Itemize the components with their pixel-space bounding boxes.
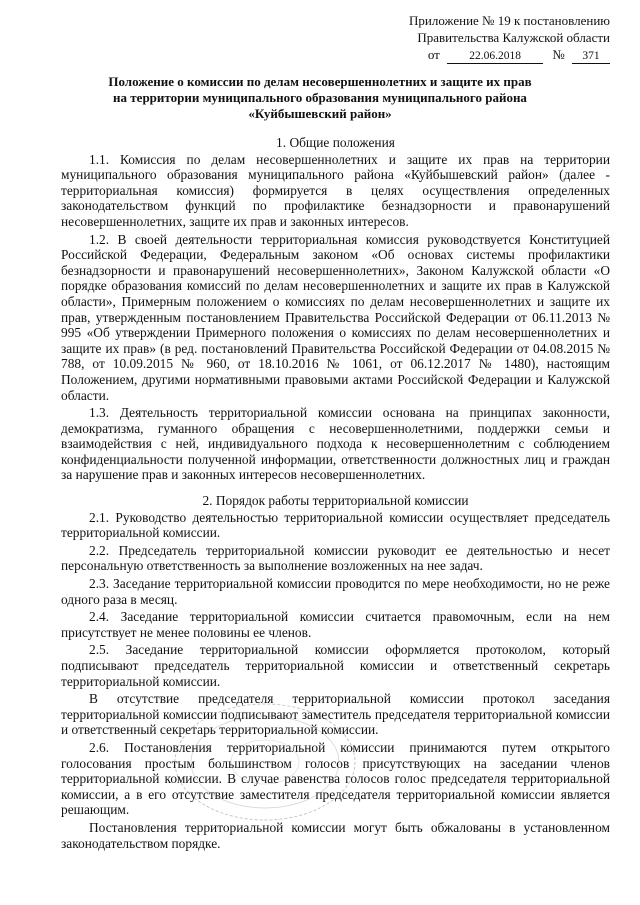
date-from-label: от [427,47,440,62]
paragraph-2-1: 2.1. Руководство деятельностью территориальной комиссии осуществляет председатель территориальной комиссии. [61,509,610,541]
paragraph-2-6-appeal: Постановления территориальной комиссии могут быть обжалованы в установленном законодательством порядке. [61,819,610,851]
title-line-1: Положение о комиссии по делам несовершеннолетних и защите их прав [108,74,532,89]
appendix-line-2: Правительства Калужской области [417,30,610,45]
paragraph-2-4: 2.4. Заседание территориальной комиссии считается правомочным, если на нем присутствует не менее половины ее членов. [61,609,610,640]
appendix-date-line [409,46,610,64]
paragraph-2-3: 2.3. Заседание территориальной комиссии проводится по мере необходимости, но не реже одного раза в месяц. [61,576,610,607]
paragraph-1-1: 1.1. Комиссия по делам несовершеннолетних и защите их прав на территории муниципального образования муниципального района «Куйбышевский район» (далее - территориальная комиссия) формируется в целях осуществления определенных законодательством функций по профилактике безнадзорности и правонарушений несовершеннолетних, защите их прав и законных интересов. [61,151,610,229]
paragraph-1-3: 1.3. Деятельность территориальной комиссии основана на принципах законности, демократизма, гуманного обращения с несовершеннолетними, поддержки семьи и взаимодействия с ней, индивидуального подхода к несовершеннолетним с соблюдением конфиденциальности полученной информации, ответственности должностных лиц и граждан за нарушение прав и законных интересов несовершеннолетних. [61,405,610,483]
number-label: № [552,47,565,62]
paragraph-2-2: 2.2. Председатель территориальной комиссии руководит ее деятельностью и несет персональную ответственность за выполнение возложенных на нее задач. [61,542,610,574]
appendix-header [409,12,610,64]
appendix-date: 22.06.2018 [447,49,543,64]
document-title [80,74,560,122]
title-line-2: на территории муниципального образования муниципального района [113,90,527,105]
appendix-number: 371 [572,49,610,64]
document-body [61,135,610,853]
paragraph-2-6: 2.6. Постановления территориальной комиссии принимаются путем открытого голосования простым большинством голосов присутствующих на заседании членов территориальной комиссии. В случае равенства голосов голос председателя территориальной комиссии, а в его отсутствие заместителя председателя территориальной комиссии является решающим. [61,739,610,818]
section-2-heading: 2. Порядок работы территориальной комиссии [202,493,469,509]
paragraph-2-5-signing: В отсутствие председателя территориальной комиссии протокол заседания территориальной комиссии подписывают заместитель председателя территориальной комиссии и ответственный секретарь территориальной комиссии. [61,691,610,738]
paragraph-2-5: 2.5. Заседание территориальной комиссии оформляется протоколом, который подписывают председатель территориальной комиссии и ответственный секретарь территориальной комиссии. [61,642,610,689]
paragraph-1-2: 1.2. В своей деятельности территориальная комиссия руководствуется Конституцией Российской Федерации, Федеральным законом «Об основах системы профилактики безнадзорности и правонарушений несовершеннолетних», Законом Калужской области «О порядке образования комиссий по делам несовершеннолетних и защите их прав в Калужской области», Примерным положением о комиссиях по делам несовершеннолетних и защите их прав, утвержденным постановлением Правительства Российской Федерации от 06.11.2013 № 995 «Об утверждении Примерного положения о комиссиях по делам несовершеннолетних и защите их прав» (в ред. постановлений Правительства Российской Федерации от 04.08.2015 № 788, от 10.09.2015 № 960, от 18.10.2016 № 1061, от 06.12.2017 № 1480), настоящим Положением, другими нормативными правовыми актами Российской Федерации и Калужской области. [61,231,610,403]
title-line-3: «Куйбышевский район» [248,106,392,121]
appendix-line-1: Приложение № 19 к постановлению [409,13,610,28]
section-1-heading: 1. Общие положения [276,135,395,150]
